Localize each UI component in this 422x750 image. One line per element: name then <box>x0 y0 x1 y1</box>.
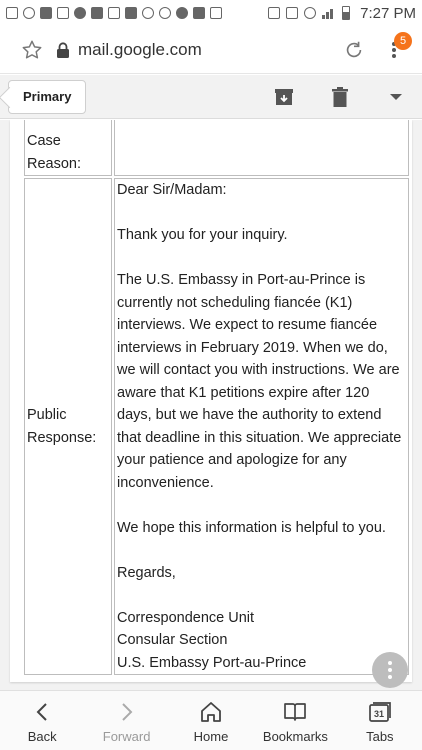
gmail-toolbar <box>0 75 422 119</box>
signal-icon <box>322 7 336 19</box>
response-paragraph: Thank you for your inquiry. <box>117 227 288 243</box>
response-paragraph: Regards, <box>117 564 176 581</box>
signature-line: Correspondence Unit <box>117 609 255 626</box>
calendar-notification-icon <box>108 7 120 19</box>
message-card <box>10 120 412 682</box>
amazon-notification-icon <box>23 7 35 19</box>
back-button[interactable] <box>0 691 84 750</box>
chevron-left-icon <box>35 702 49 722</box>
sync-notification-icon <box>159 7 171 19</box>
label-line: Response: <box>27 429 97 446</box>
tabs-count: 31 <box>373 709 384 719</box>
signature-line: Consular Section <box>117 632 228 648</box>
dot <box>388 661 392 665</box>
table-row <box>24 120 409 176</box>
browser-bottom-nav <box>0 690 422 750</box>
response-paragraph: Dear Sir/Madam: <box>117 182 227 198</box>
signature-line: U.S. Embassy Port-au-Prince <box>117 654 307 671</box>
settings-notification-icon <box>210 7 222 19</box>
chevron-right-icon <box>120 702 134 722</box>
case-reason-label <box>24 120 112 176</box>
trash-icon <box>331 87 349 107</box>
archive-button[interactable] <box>264 77 304 117</box>
wrench-notification-icon <box>40 7 52 19</box>
url-field[interactable]: mail.google.com <box>78 39 202 59</box>
back-label: Back <box>27 729 57 744</box>
browser-menu-button[interactable] <box>372 30 416 70</box>
lock-icon <box>56 42 70 58</box>
label-line: Reason: <box>27 155 82 172</box>
forward-label: Forward <box>102 729 151 744</box>
battery-icon <box>342 6 350 20</box>
facebook-notification-icon <box>193 7 205 19</box>
public-response-label <box>24 178 112 675</box>
public-response-value <box>114 178 409 675</box>
case-reason-value <box>114 120 409 176</box>
email-body <box>0 120 422 690</box>
checkbox-notification-icon <box>6 7 18 19</box>
dot <box>388 668 392 672</box>
notification-icons <box>6 7 222 19</box>
label-line: Case <box>27 133 61 149</box>
back-to-primary-button[interactable] <box>8 80 86 114</box>
nfc-icon <box>268 7 280 19</box>
table-row <box>24 178 409 675</box>
floating-more-button[interactable] <box>372 652 408 688</box>
home-label: Home <box>193 729 229 744</box>
reload-button[interactable] <box>336 32 372 68</box>
label-line: Public <box>27 407 67 423</box>
alarm-icon <box>304 7 316 19</box>
pinterest-notification-icon <box>176 7 188 19</box>
tabs-icon <box>368 701 392 723</box>
forward-button[interactable] <box>84 691 168 750</box>
archive-icon <box>274 87 294 107</box>
dropdown-arrow-icon <box>389 93 403 101</box>
more-options-button[interactable] <box>376 77 416 117</box>
dot <box>388 675 392 679</box>
clock: 7:27 PM <box>360 4 416 22</box>
bookmarks-button[interactable] <box>253 691 337 750</box>
wish-notification-icon <box>125 7 137 19</box>
response-paragraph: The U.S. Embassy in Port-au-Prince is currently not scheduling fiancée (K1) interviews. We expect to resume fiancée interviews in February 2019. When we do, we will contact you with instructions. We are aware that K1 petitions expire after 120 days, but we have the authority to extend that deadline in this situation. We appreciate your patience and apologize for any inconvenience. <box>117 272 402 491</box>
tabs-label: Tabs <box>366 729 394 744</box>
flipboard-notification-icon <box>91 7 103 19</box>
reload-icon <box>343 39 365 61</box>
book-icon <box>283 702 307 722</box>
status-bar <box>0 0 422 26</box>
home-button[interactable] <box>169 691 253 750</box>
tabs-button[interactable] <box>338 691 422 750</box>
case-info-table <box>22 120 411 677</box>
messenger-notification-icon <box>142 7 154 19</box>
star-icon <box>21 39 43 61</box>
delete-button[interactable] <box>320 77 360 117</box>
response-paragraph: We hope this information is helpful to you. <box>117 519 386 536</box>
home-icon <box>200 702 222 722</box>
notification-badge: 5 <box>394 32 412 50</box>
browser-url-bar <box>0 26 422 74</box>
mute-icon <box>286 7 298 19</box>
bookmarks-label: Bookmarks <box>262 729 328 744</box>
plus-notification-icon <box>74 7 86 19</box>
signature-block <box>117 607 406 675</box>
image-notification-icon <box>57 7 69 19</box>
category-label: Primary <box>23 89 72 104</box>
bookmark-star-button[interactable] <box>12 30 52 70</box>
